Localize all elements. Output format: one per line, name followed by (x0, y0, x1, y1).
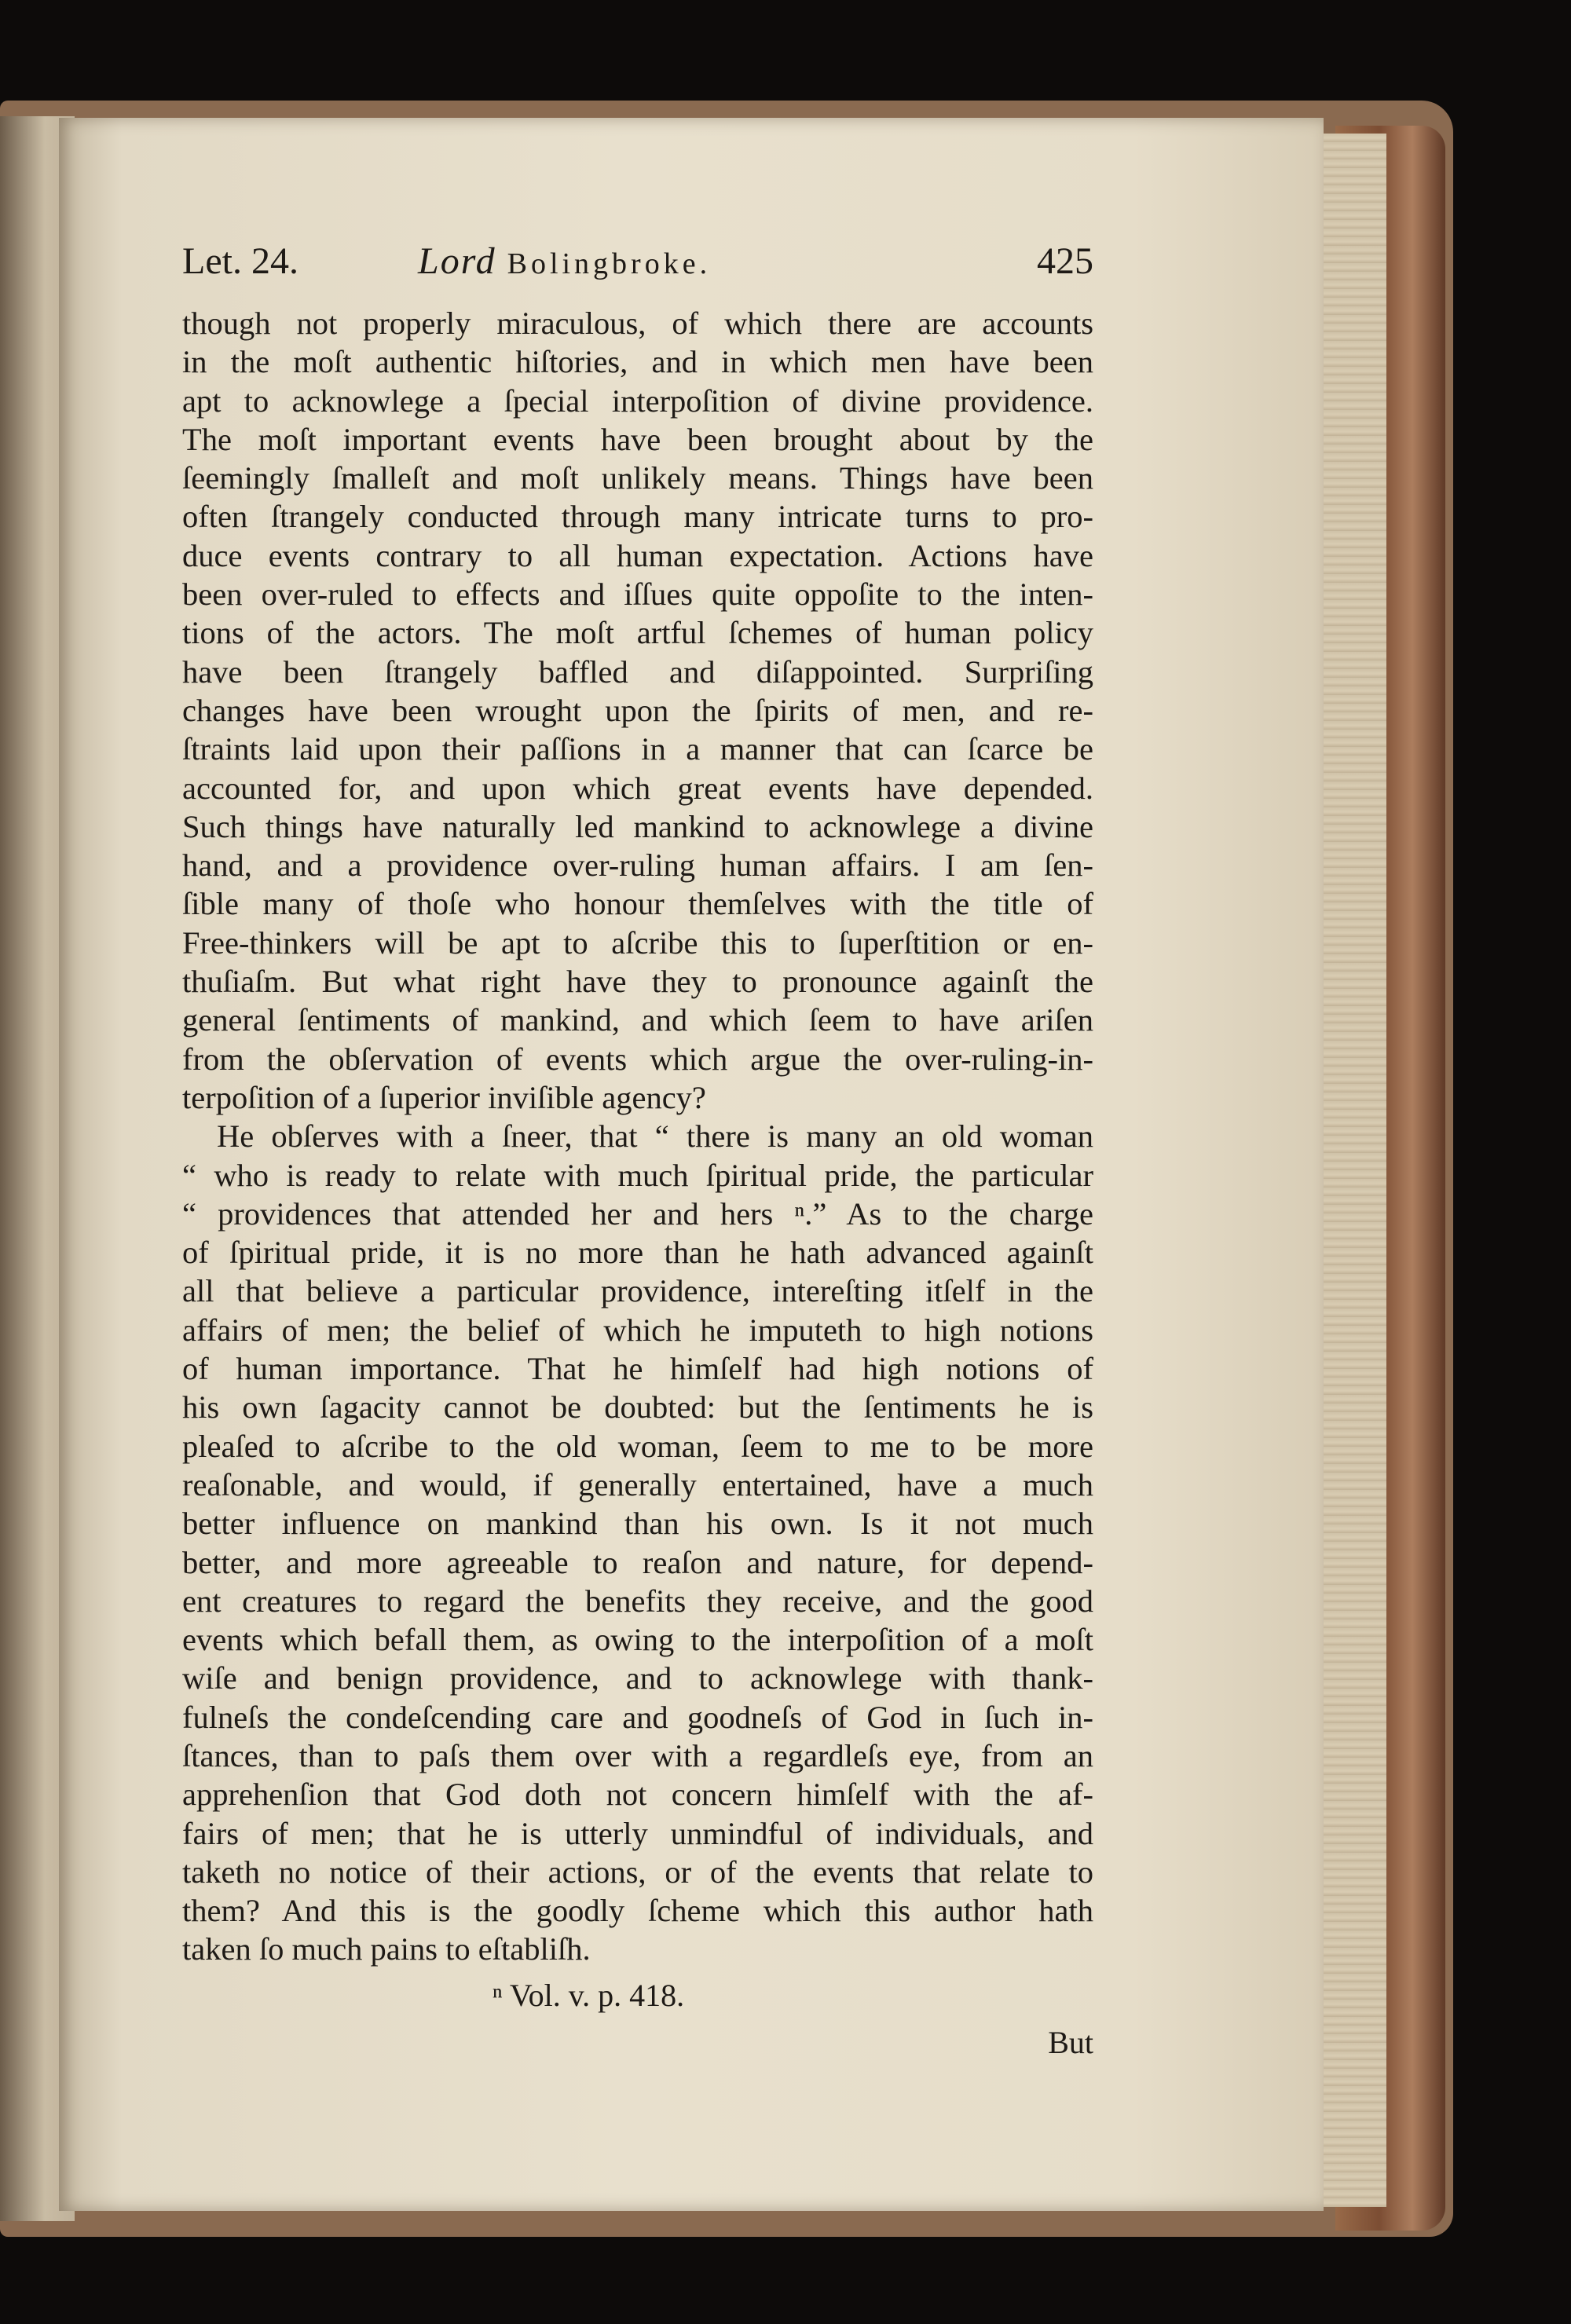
text-line: general ſentiments of mankind, and which ſeem to have ariſen (182, 1002, 1093, 1038)
text-line: accounted for, and upon which great events have depended. (182, 770, 1093, 806)
text-line: reaſonable, and would, if generally entertained, have a much (182, 1466, 1093, 1502)
text-line: ent creatures to regard the benefits they receive, and the good (182, 1583, 1093, 1619)
text-line: events which befall them, as owing to the interpoſition of a moſt (182, 1622, 1093, 1658)
text-line: ſtraints laid upon their paſſions in a manner that can ſcarce be (182, 731, 1093, 767)
text-line: of human importance. That he himſelf had high notions of (182, 1351, 1093, 1387)
text-line: in the moſt authentic hiſtories, and in which men have been (182, 344, 1093, 380)
text-line: of ſpiritual pride, it is no more than he hath advanced againſt (182, 1235, 1093, 1271)
text-line: “ providences that attended her and hers ⁿ.” As to the charge (182, 1195, 1093, 1232)
text-line: Free-thinkers will be apt to aſcribe this to ſuperſtition or en- (182, 924, 1093, 961)
text-line: taketh no notice of their actions, or of the events that relate to (182, 1854, 1093, 1890)
text-line: The moſt important events have been brought about by the (182, 421, 1093, 457)
text-line: duce events contrary to all human expectation. Actions have (182, 537, 1093, 573)
text-line: taken ſo much pains to eſtabliſh. (182, 1931, 591, 1967)
text-line: terpoſition of a ſuperior inviſible agency? (182, 1079, 706, 1115)
catchword: But (1048, 2024, 1093, 2060)
page-text (182, 240, 1093, 2063)
text-line: have been ſtrangely baffled and diſappointed. Surpriſing (182, 653, 1093, 690)
text-line: from the obſervation of events which argue the over-ruling-in- (182, 1041, 1093, 1077)
text-line: been over-ruled to effects and iſſues quite oppoſite to the inten- (182, 576, 1093, 613)
text-line: them? And this is the goodly ſcheme which this author hath (182, 1893, 1093, 1929)
text-line: “ who is ready to relate with much ſpiritual pride, the particular (182, 1157, 1093, 1193)
text-line: changes have been wrought upon the ſpirits of men, and re- (182, 692, 1093, 728)
running-title (418, 240, 711, 283)
text-line: apt to acknowlege a ſpecial interpoſition of divine providence. (182, 382, 1093, 419)
text-line: ſtances, than to paſs them over with a regardleſs eye, from an (182, 1737, 1093, 1773)
running-header (182, 240, 1093, 304)
footnote: ⁿ Vol. v. p. 418. (493, 1977, 685, 2013)
text-line: better influence on mankind than his own. Is it not much (182, 1506, 1093, 1542)
page-fore-edge (1324, 134, 1386, 2207)
page-number: 425 (1037, 240, 1093, 282)
running-title-italic: Lord (418, 240, 496, 282)
body-text (182, 304, 1093, 1969)
text-line: affairs of men; the belief of which he imputeth to high notions (182, 1312, 1093, 1348)
text-line: Such things have naturally led mankind to acknowlege a divine (182, 808, 1093, 844)
text-line: often ſtrangely conducted through many intricate turns to pro- (182, 499, 1093, 535)
text-line: fairs of men; that he is utterly unmindful of individuals, and (182, 1815, 1093, 1851)
text-line: better, and more agreeable to reaſon and nature, for depend- (182, 1544, 1093, 1580)
text-line: fulneſs the condeſcending care and goodneſs of God in ſuch in- (182, 1699, 1093, 1735)
letter-number: Let. 24. (182, 240, 298, 282)
text-line: pleaſed to aſcribe to the old woman, ſeem to me to be more (182, 1428, 1093, 1464)
running-title-name: Bolingbroke. (507, 247, 712, 280)
text-line: thuſiaſm. But what right have they to pronounce againſt the (182, 964, 1093, 1000)
text-line: ſeemingly ſmalleſt and moſt unlikely means. Things have been (182, 460, 1093, 496)
text-line: He obſerves with a ſneer, that “ there is many an old woman (217, 1118, 1093, 1155)
text-line: tions of the actors. The moſt artful ſchemes of human policy (182, 615, 1093, 651)
text-line: though not properly miraculous, of which there are accounts (182, 306, 1093, 341)
text-line: all that believe a particular providence, intereſting itſelf in the (182, 1273, 1093, 1309)
text-line: his own ſagacity cannot be doubted: but the ſentiments he is (182, 1389, 1093, 1426)
text-line: wiſe and benign providence, and to acknowlege with thank- (182, 1660, 1093, 1696)
text-line: hand, and a providence over-ruling human affairs. I am ſen- (182, 847, 1093, 884)
text-line: apprehenſion that God doth not concern himſelf with the af- (182, 1777, 1093, 1813)
text-line: ſible many of thoſe who honour themſelves with the title of (182, 886, 1093, 922)
